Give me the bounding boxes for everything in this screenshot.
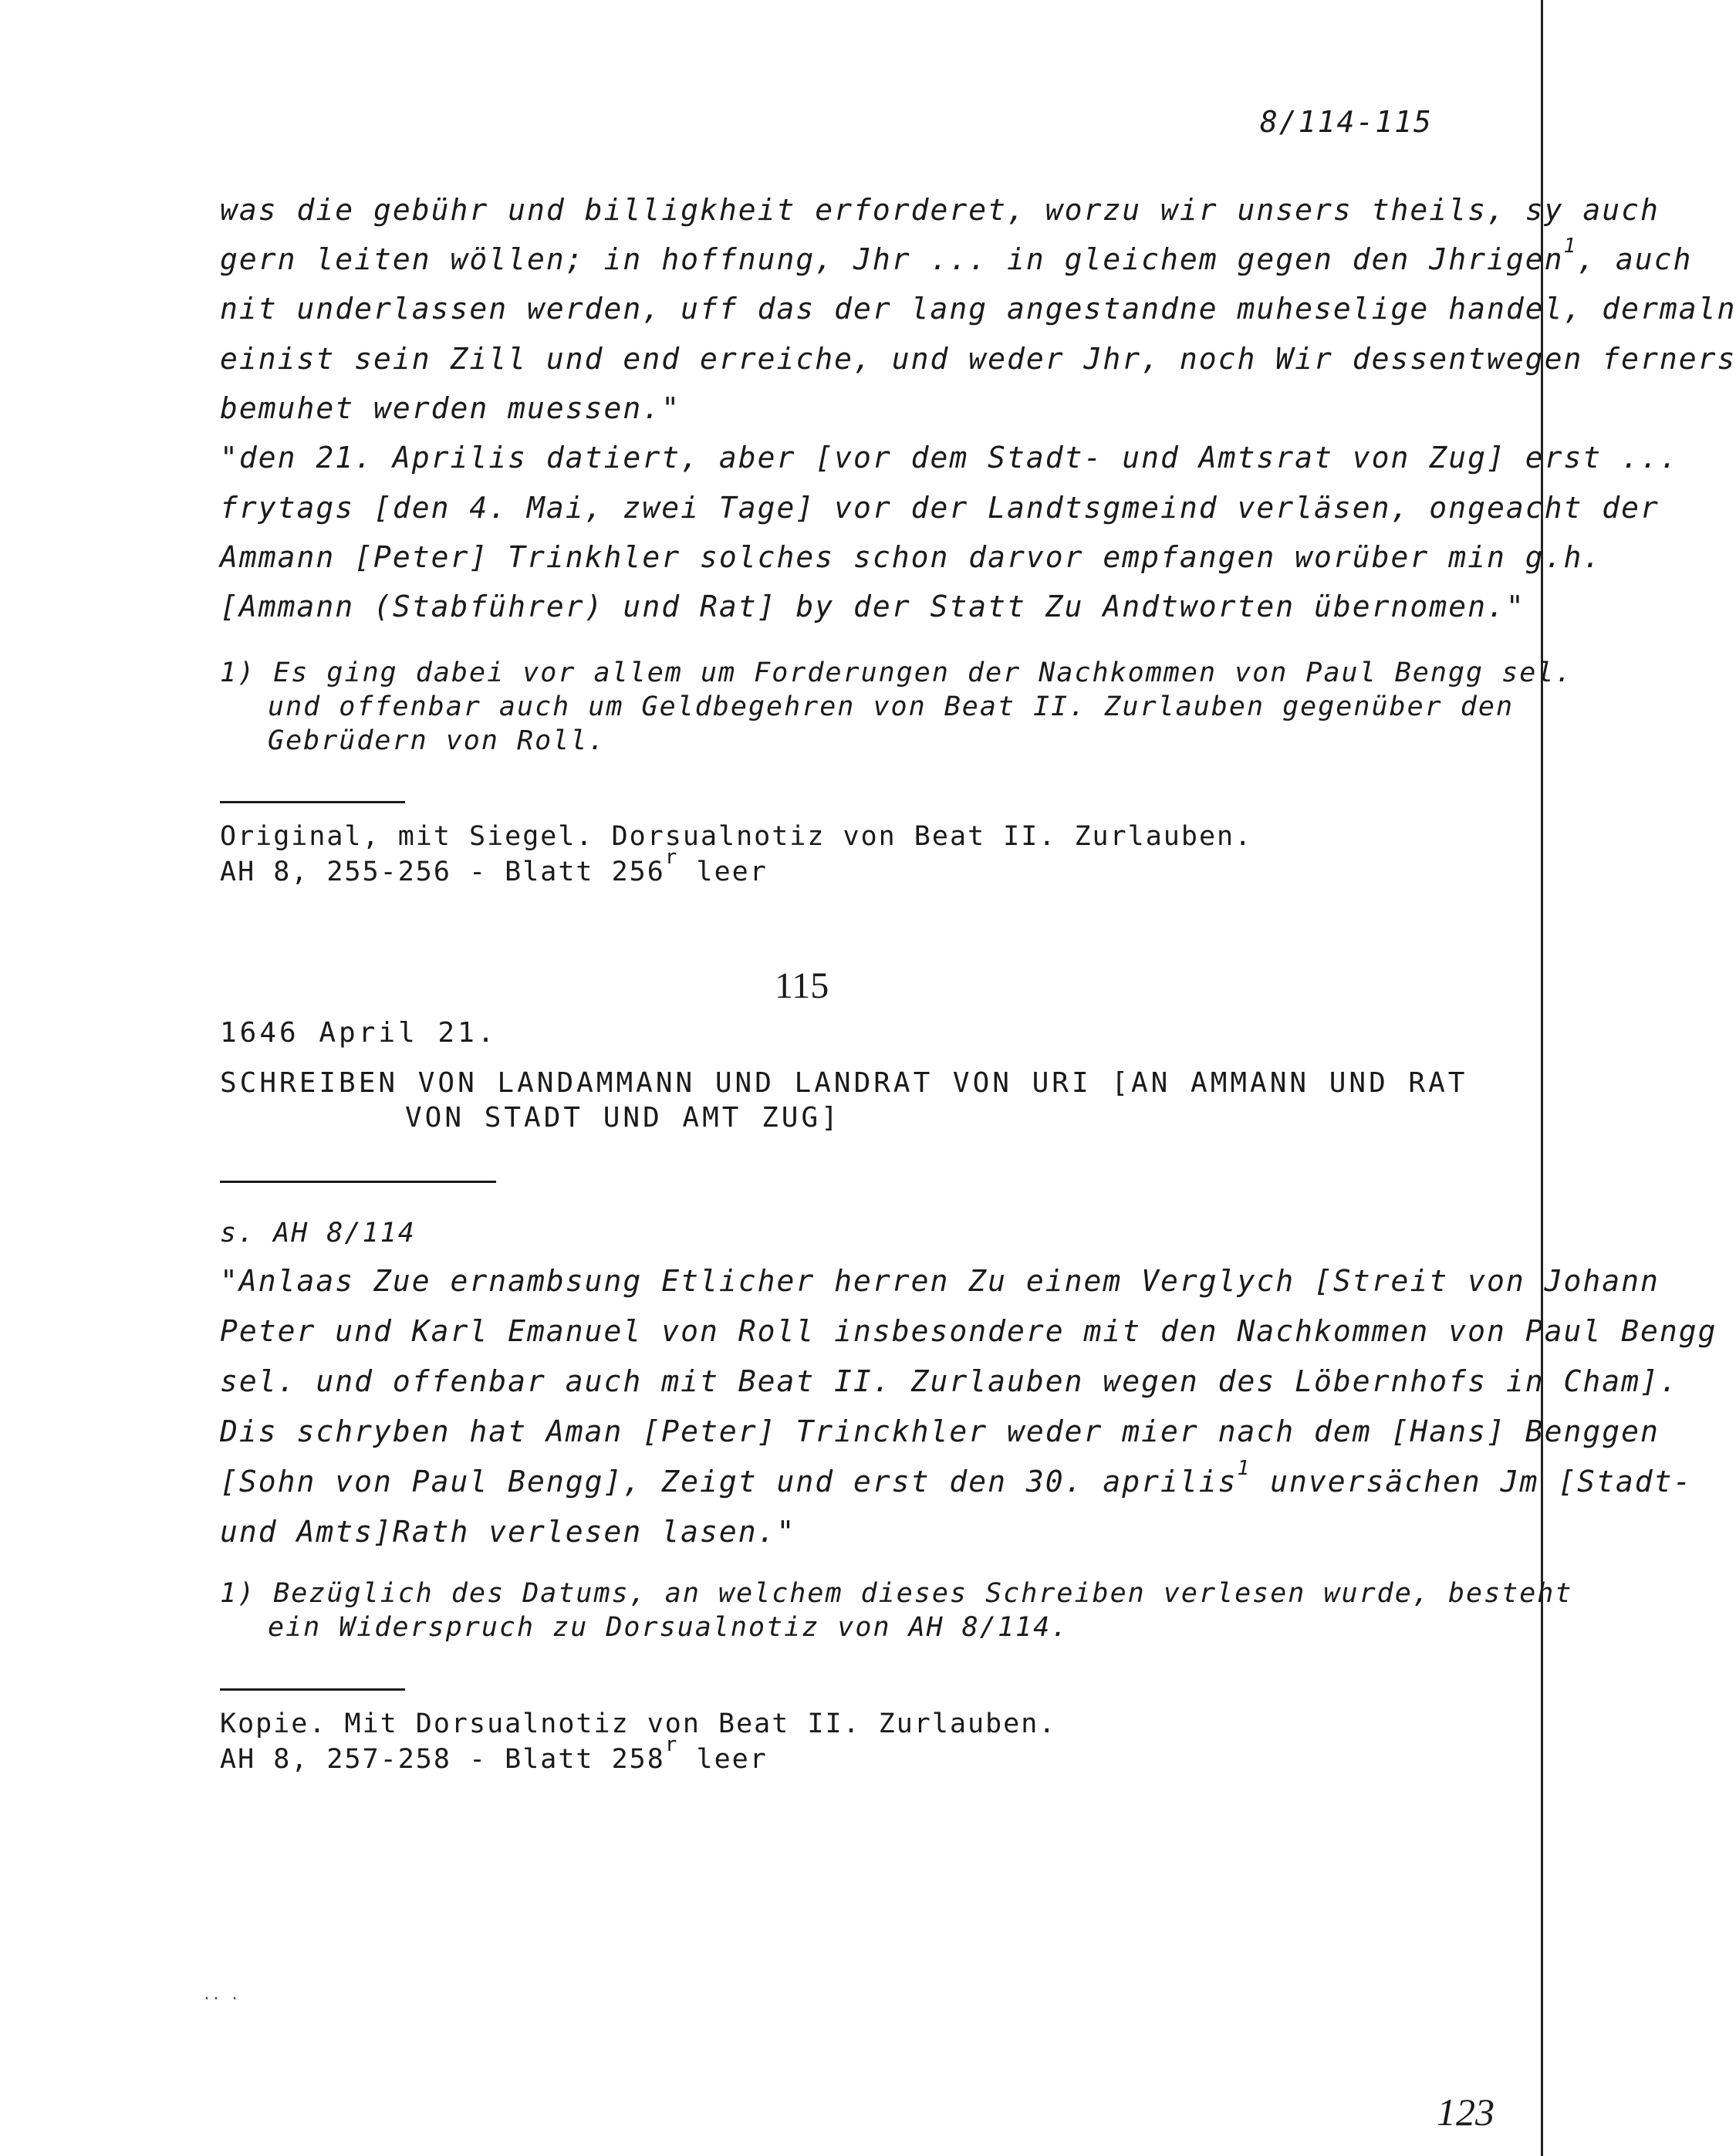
quote-line: gern leiten wöllen; in hoffnung, Jhr ... in gleichem gegen den Jhrigen$^1$, auch <box>220 235 1693 276</box>
source-line: AH 8, 257-258 - Blatt 258$^r$ leer <box>220 1733 768 1775</box>
quote-line: Peter und Karl Emanuel von Roll insbesondere mit den Nachkommen von Paul Bengg <box>220 1314 1717 1348</box>
quote-line: was die gebühr und billigkheit erforderet, worzu wir unsers theils, sy auch <box>220 193 1660 227</box>
handwritten-page-number: 123 <box>1437 2090 1495 2134</box>
source-line: AH 8, 255-256 - Blatt 256$^r$ leer <box>220 846 768 887</box>
separator-rule <box>220 801 405 803</box>
recto-marker: r <box>664 846 679 869</box>
document-date: 1646 April 21. <box>220 1017 498 1049</box>
footnote-line: 1) Bezüglich des Datums, an welchem dieses Schreiben verlesen wurde, besteht <box>220 1578 1573 1609</box>
quote-line: bemuhet werden muessen." <box>220 391 681 425</box>
document-number: 115 <box>775 965 829 1006</box>
note-line: Ammann [Peter] Trinkhler solches schon darvor empfangen worüber min g.h. <box>220 540 1603 574</box>
footnote-line: ein Widerspruch zu Dorsualnotiz von AH 8/114. <box>268 1612 1069 1643</box>
quote-line: sel. und offenbar auch mit Beat II. Zurlauben wegen des Löbernhofs in Cham]. <box>220 1364 1679 1398</box>
quote-line: und Amts]Rath verlesen lasen." <box>220 1515 796 1549</box>
source-line: Original, mit Siegel. Dorsualnotiz von Beat II. Zurlauben. <box>220 821 1253 852</box>
note-line: frytags [den 4. Mai, zwei Tage] vor der Landtsgmeind verläsen, ongeacht der <box>220 491 1660 525</box>
footnote-line: 1) Es ging dabei vor allem um Forderungen der Nachkommen von Paul Bengg sel. <box>220 657 1573 688</box>
see-reference: s. AH 8/114 <box>220 1218 416 1249</box>
recto-marker: r <box>664 1733 679 1756</box>
quote-line: "Anlaas Zue ernambsung Etlicher herren Zu einem Verglych [Streit von Johann <box>220 1264 1660 1298</box>
quote-line: nit underlassen werden, uff das der lang angestandne muheselige handel, dermaln <box>220 292 1736 326</box>
scan-speck: .. . <box>202 1985 240 2003</box>
note-line: "den 21. Aprilis datiert, aber [vor dem Stadt- und Amtsrat von Zug] erst ... <box>220 441 1679 475</box>
source-line: Kopie. Mit Dorsualnotiz von Beat II. Zurlauben. <box>220 1708 1057 1739</box>
quote-line: Dis schryben hat Aman [Peter] Trinckhler weder mier nach dem [Hans] Benggen <box>220 1414 1660 1448</box>
footnote-marker: 1 <box>1563 235 1578 258</box>
separator-rule <box>220 1688 405 1691</box>
footnote-line: und offenbar auch um Geldbegehren von Beat II. Zurlauben gegenüber den <box>268 691 1515 722</box>
document-title-line: VON STADT UND AMT ZUG] <box>405 1102 841 1134</box>
footnote-marker: 1 <box>1237 1457 1251 1480</box>
quote-line: [Sohn von Paul Bengg], Zeigt und erst den 30. aprilis$^1$ unversächen Jm [Stadt- <box>220 1457 1693 1499</box>
note-line: [Ammann (Stabführer) und Rat] by der Statt Zu Andtworten übernomen." <box>220 590 1525 623</box>
separator-rule <box>220 1181 496 1183</box>
page-reference: 8/114-115 <box>1260 105 1433 139</box>
quote-line: einist sein Zill und end erreiche, und weder Jhr, noch Wir dessentwegen ferners <box>220 342 1736 376</box>
footnote-line: Gebrüdern von Roll. <box>268 725 606 756</box>
document-title-line: SCHREIBEN VON LANDAMMANN UND LANDRAT VON URI [AN AMMANN UND RAT <box>220 1067 1468 1099</box>
